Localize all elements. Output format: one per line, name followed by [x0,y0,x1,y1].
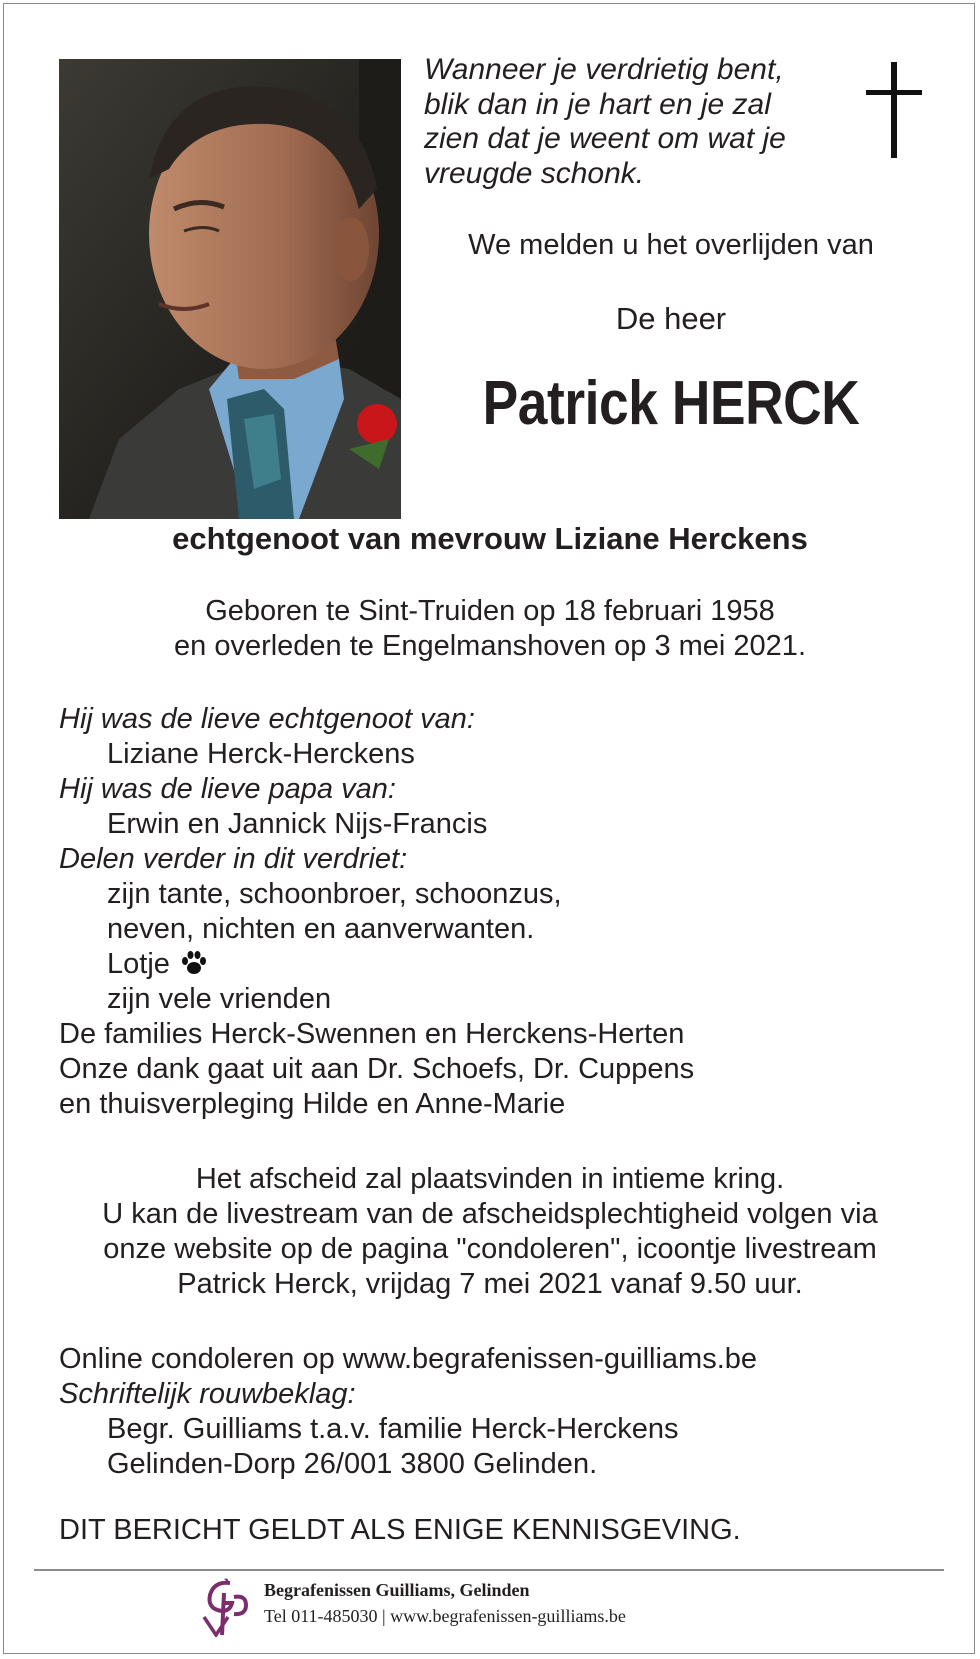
footer-divider [34,1569,944,1571]
thanks-line: Onze dank gaat uit aan Dr. Schoefs, Dr. Cuppens [59,1053,695,1085]
birth-line: Geboren te Sint-Truiden op 18 februari 1958 [205,595,775,627]
farewell-line: onze website op de pagina "condoleren", icoontje livestream [103,1233,877,1265]
spouse-name: Liziane Herck-Herckens [107,738,415,770]
address-line: Begr. Guilliams t.a.v. familie Herck-Herckens [107,1413,679,1445]
cross-icon [866,62,922,158]
poem [424,53,824,191]
children-heading: Hij was de lieve papa van: [59,773,396,805]
relatives-list [59,702,694,1122]
deceased-name: Patrick HERCK [482,369,860,438]
announcement: We melden u het overlijden van [468,229,874,261]
poem-line: Wanneer je verdrietig bent, [424,53,784,86]
poem-line: blik dan in je hart en je zal [424,87,771,121]
spouse-heading: Hij was de lieve echtgenoot van: [59,703,475,735]
pet-name: Lotje [107,948,170,980]
salutation: De heer [615,301,727,336]
farewell-block [0,1162,980,1302]
others-line: neven, nichten en aanverwanten. [107,913,535,945]
notice-line: DIT BERICHT GELDT ALS ENIGE KENNISGEVING. [59,1514,741,1546]
footer-contact: Tel 011-485030 | www.begrafenissen-guilliams.be [264,1606,626,1626]
farewell-line: Het afscheid zal plaatsvinden in intieme kring. [195,1163,785,1195]
birth-death-block [0,594,980,664]
condolences-block [59,1342,757,1482]
children-names: Erwin en Jannick Nijs-Francis [107,808,488,840]
thanks-line: en thuisverpleging Hilde en Anne-Marie [59,1088,566,1120]
death-line: en overleden te Engelmanshoven op 3 mei 2021. [174,630,806,662]
address-line: Gelinden-Dorp 26/001 3800 Gelinden. [107,1448,598,1480]
portrait-photo [59,59,401,519]
online-condolences: Online condoleren op www.begrafenissen-guilliams.be [59,1343,758,1375]
written-heading: Schriftelijk rouwbeklag: [59,1378,356,1410]
families-line: De families Herck-Swennen en Herckens-Herten [59,1018,685,1050]
farewell-line: U kan de livestream van de afscheidsplechtigheid volgen via [102,1198,878,1230]
paw-icon [180,950,208,976]
poem-line: zien dat je weent om wat je [424,122,786,155]
footer-company: Begrafenissen Guilliams, Gelinden [264,1580,530,1600]
others-heading: Delen verder in dit verdriet: [59,843,408,875]
friends-line: zijn vele vrienden [107,983,332,1015]
pet-line [59,947,694,982]
spouse-line: echtgenoot van mevrouw Liziane Herckens [172,521,808,556]
others-line: zijn tante, schoonbroer, schoonzus, [107,878,562,910]
company-logo-icon [200,1577,252,1637]
poem-line: vreugde schonk. [424,156,645,190]
farewell-line: Patrick Herck, vrijdag 7 mei 2021 vanaf 9.50 uur. [177,1268,803,1300]
